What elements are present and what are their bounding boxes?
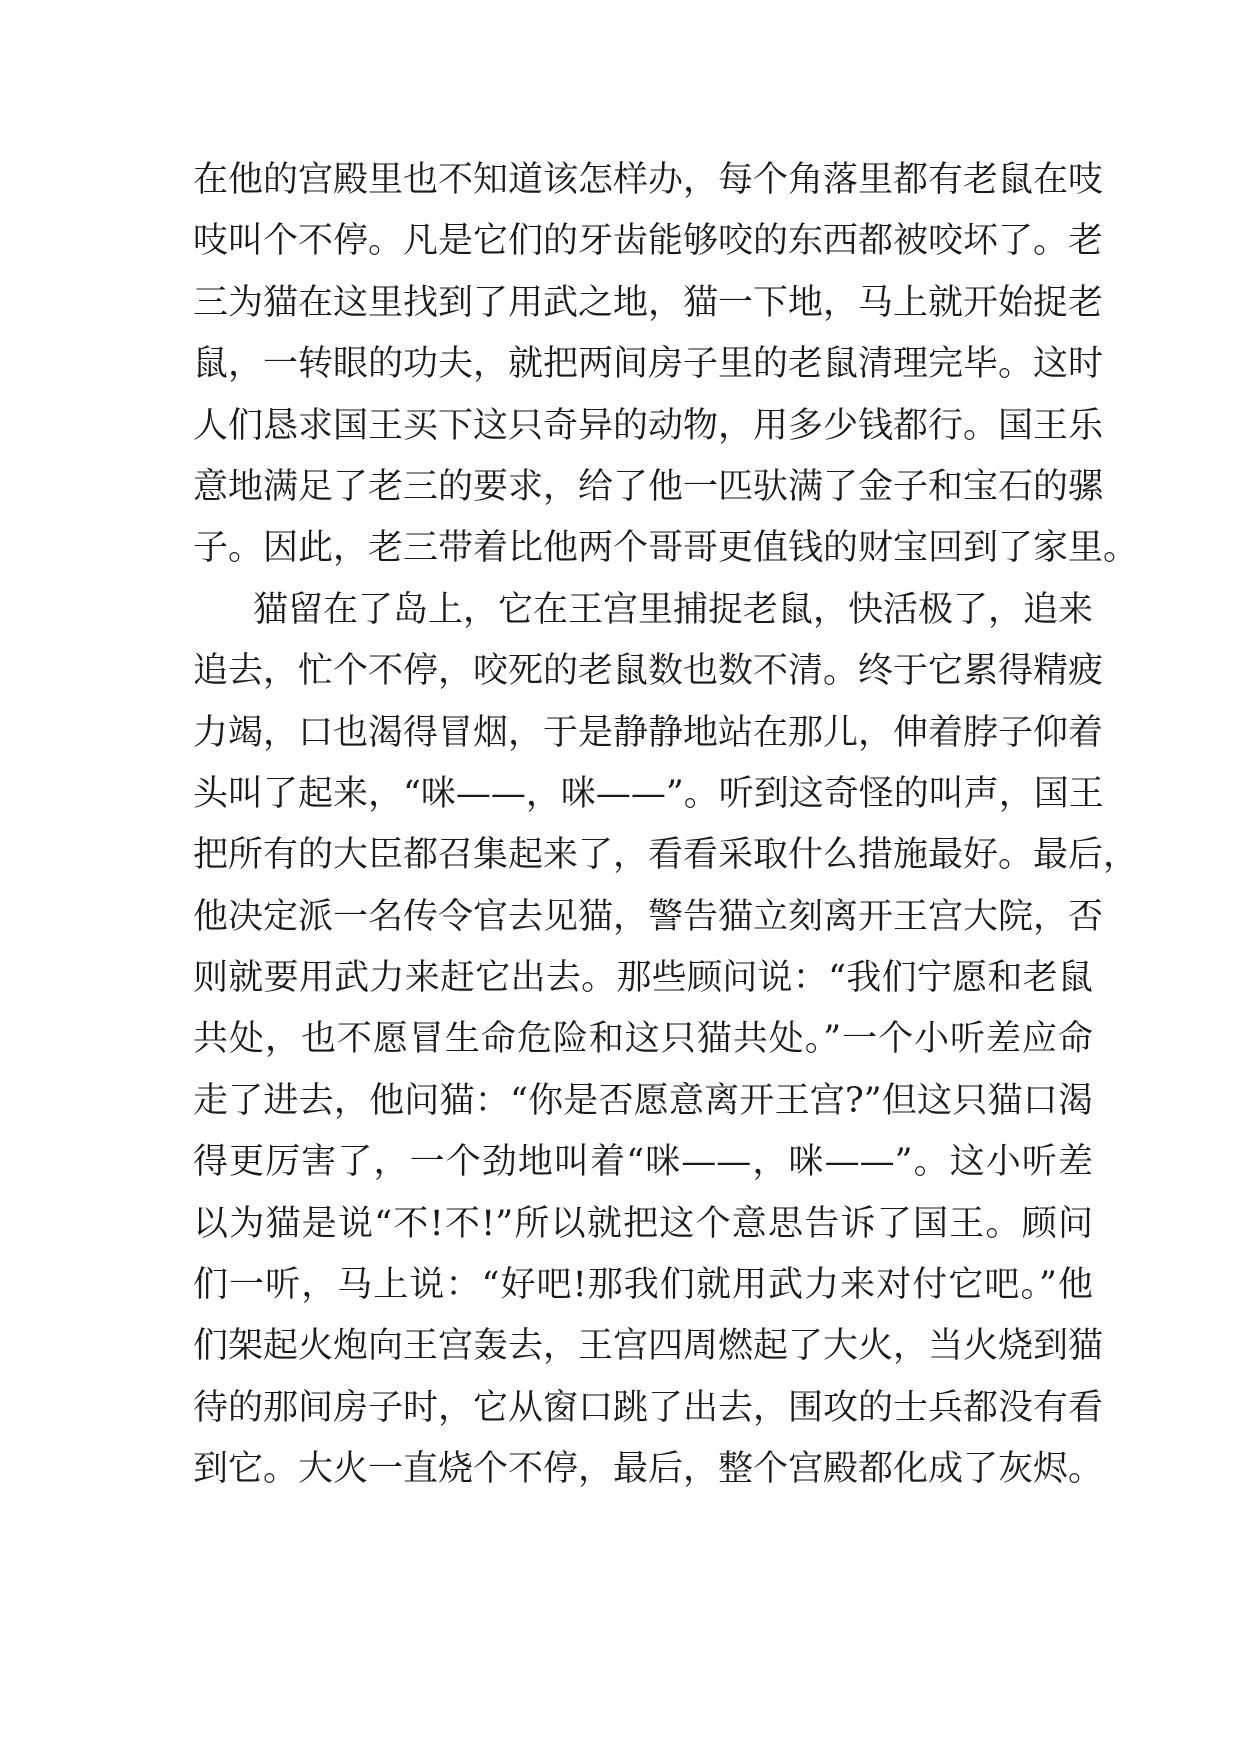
text-line: 他决定派一名传令官去见猫，警告猫立刻离开王宫大院，否 bbox=[193, 896, 1104, 937]
text-line: 共处，也不愿冒生命危险和这只猫共处。”一个小听差应命 bbox=[193, 1019, 1093, 1060]
text-line: 待的那间房子时，它从窗口跳了出去，围攻的士兵都没有看 bbox=[193, 1387, 1104, 1428]
text-line: 意地满足了老三的要求，给了他一匹驮满了金子和宝石的骡 bbox=[193, 466, 1104, 507]
text-line: 在他的宫殿里也不知道该怎样办，每个角落里都有老鼠在吱 bbox=[193, 160, 1104, 200]
text-line: 们架起火炮向王宫轰去，王宫四周燃起了大火，当火烧到猫 bbox=[193, 1326, 1104, 1367]
text-line: 吱叫个不停。凡是它们的牙齿能够咬的东西都被咬坏了。老 bbox=[193, 221, 1104, 262]
text-line: 到它。大火一直烧个不停，最后，整个宫殿都化成了灰烬。 bbox=[193, 1449, 1104, 1490]
text-line: 人们恳求国王买下这只奇异的动物，用多少钱都行。国王乐 bbox=[193, 405, 1104, 446]
text-line: 们一听，马上说：“好吧!那我们就用武力来对付它吧。”他 bbox=[193, 1265, 1093, 1306]
text-line: 得更厉害了，一个劲地叫着“咪——，咪——”。这小听差 bbox=[193, 1142, 1093, 1183]
text-line: 鼠，一转眼的功夫，就把两间房子里的老鼠清理完毕。这时 bbox=[193, 344, 1104, 385]
paragraph-first-line: 猫留在了岛上，它在王宫里捕捉老鼠，快活极了，追来 bbox=[253, 589, 1094, 630]
text-line: 子。因此，老三带着比他两个哥哥更值钱的财宝回到了家里。 bbox=[193, 528, 1139, 569]
text-line: 把所有的大臣都召集起来了，看看采取什么措施最好。最后， bbox=[193, 835, 1139, 876]
text-line: 头叫了起来，“咪——，咪——”。听到这奇怪的叫声，国王 bbox=[193, 773, 1104, 814]
body-text bbox=[193, 156, 1139, 1507]
text-line: 以为猫是说“不!不!”所以就把这个意思告诉了国王。顾问 bbox=[193, 1203, 1093, 1244]
text-line: 三为猫在这里找到了用武之地，猫一下地，马上就开始捉老 bbox=[193, 282, 1104, 323]
text-line: 力竭，口也渴得冒烟，于是静静地站在那儿，伸着脖子仰着 bbox=[193, 712, 1104, 753]
text-line: 追去，忙个不停，咬死的老鼠数也数不清。终于它累得精疲 bbox=[193, 651, 1104, 692]
text-line: 走了进去，他问猫：“你是否愿意离开王宫?”但这只猫口渴 bbox=[193, 1080, 1093, 1121]
text-line: 则就要用武力来赶它出去。那些顾问说：“我们宁愿和老鼠 bbox=[193, 958, 1093, 999]
